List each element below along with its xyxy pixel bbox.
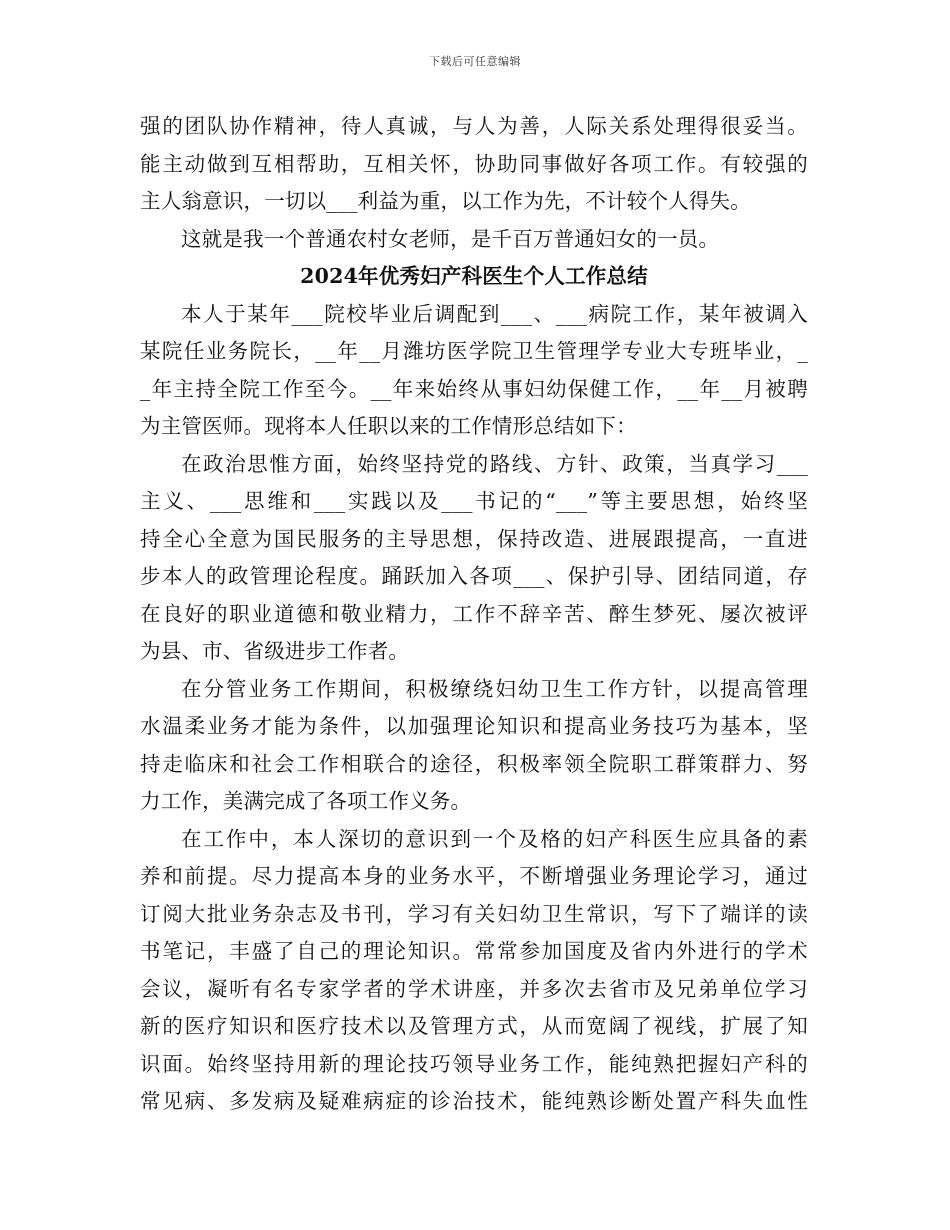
page-header-note: 下载后可任意编辑	[429, 55, 521, 68]
text-line: 在工作中，本人深切的意识到一个及格的妇产科医生应具备的素	[181, 826, 808, 851]
text-line: 某院任业务院长，__年__月潍坊医学院卫生管理学专业大专班毕业，_	[140, 339, 808, 363]
text-line: _年主持全院工作至今。__年来始终从事妇幼保健工作，__年__月被聘	[140, 376, 808, 401]
text-line: 主人翁意识，一切以___利益为重，以工作为先，不计较个人得失。	[140, 189, 751, 213]
text-line: 养和前提。尽力提高本身的业务水平，不断增强业务理论学习，通过	[140, 864, 808, 888]
text-line: 持走临床和社会工作相联合的途径，积极率领全院职工群策群力、努	[140, 751, 808, 776]
text-line: 本人于某年___院校毕业后调配到___、___病院工作，某年被调入	[181, 301, 808, 326]
text-line: 能主动做到互相帮助，互相关怀，协助同事做好各项工作。有较强的	[140, 151, 808, 176]
text-line: 常见病、多发病及疑难病症的诊治技术，能纯熟诊断处置产科失血性	[140, 1089, 808, 1113]
document-title: 2024年优秀妇产科医生个人工作总结	[300, 264, 648, 288]
text-line: 为主管医师。现将本人任职以来的工作情形总结如下：	[140, 414, 637, 438]
text-line: 主义、___思维和___实践以及___书记的“___”等主要思想，始终坚	[140, 489, 808, 513]
text-line: 这就是我一个普通农村女老师，是千百万普通妇女的一员。	[181, 226, 720, 251]
text-line: 强的团队协作精神，待人真诚，与人为善，人际关系处理得很妥当。	[140, 114, 808, 138]
text-line: 书笔记，丰盛了自己的理论知识。常常参加国度及省内外进行的学术	[140, 939, 808, 963]
text-line: 力工作，美满完成了各项工作义务。	[140, 789, 472, 813]
text-line: 为县、市、省级进步工作者。	[140, 639, 410, 663]
text-line: 识面。始终坚持用新的理论技巧领导业务工作，能纯熟把握妇产科的	[140, 1051, 808, 1076]
text-line: 水温柔业务才能为条件，以加强理论知识和提高业务技巧为基本，坚	[140, 714, 808, 738]
text-line: 在良好的职业道德和敬业精力，工作不辞辛苦、醉生梦死、屡次被评	[140, 601, 808, 626]
text-line: 会议，凝听有名专家学者的学术讲座，并多次去省市及兄弟单位学习	[140, 976, 808, 1001]
text-line: 在分管业务工作期间，积极缭绕妇幼卫生工作方针，以提高管理	[181, 676, 808, 701]
text-line: 新的医疗知识和医疗技术以及管理方式，从而宽阔了视线，扩展了知	[140, 1014, 808, 1038]
text-line: 持全心全意为国民服务的主导思想，保持改造、进展跟提高，一直进	[140, 526, 808, 551]
text-line: 在政治思惟方面，始终坚持党的路线、方针、政策，当真学习___	[181, 451, 808, 476]
document-body	[140, 108, 808, 1121]
text-line: 步本人的政管理论程度。踊跃加入各项___、保护引导、团结同道，存	[140, 564, 808, 588]
text-line: 订阅大批业务杂志及书刊，学习有关妇幼卫生常识，写下了端详的读	[140, 901, 808, 926]
